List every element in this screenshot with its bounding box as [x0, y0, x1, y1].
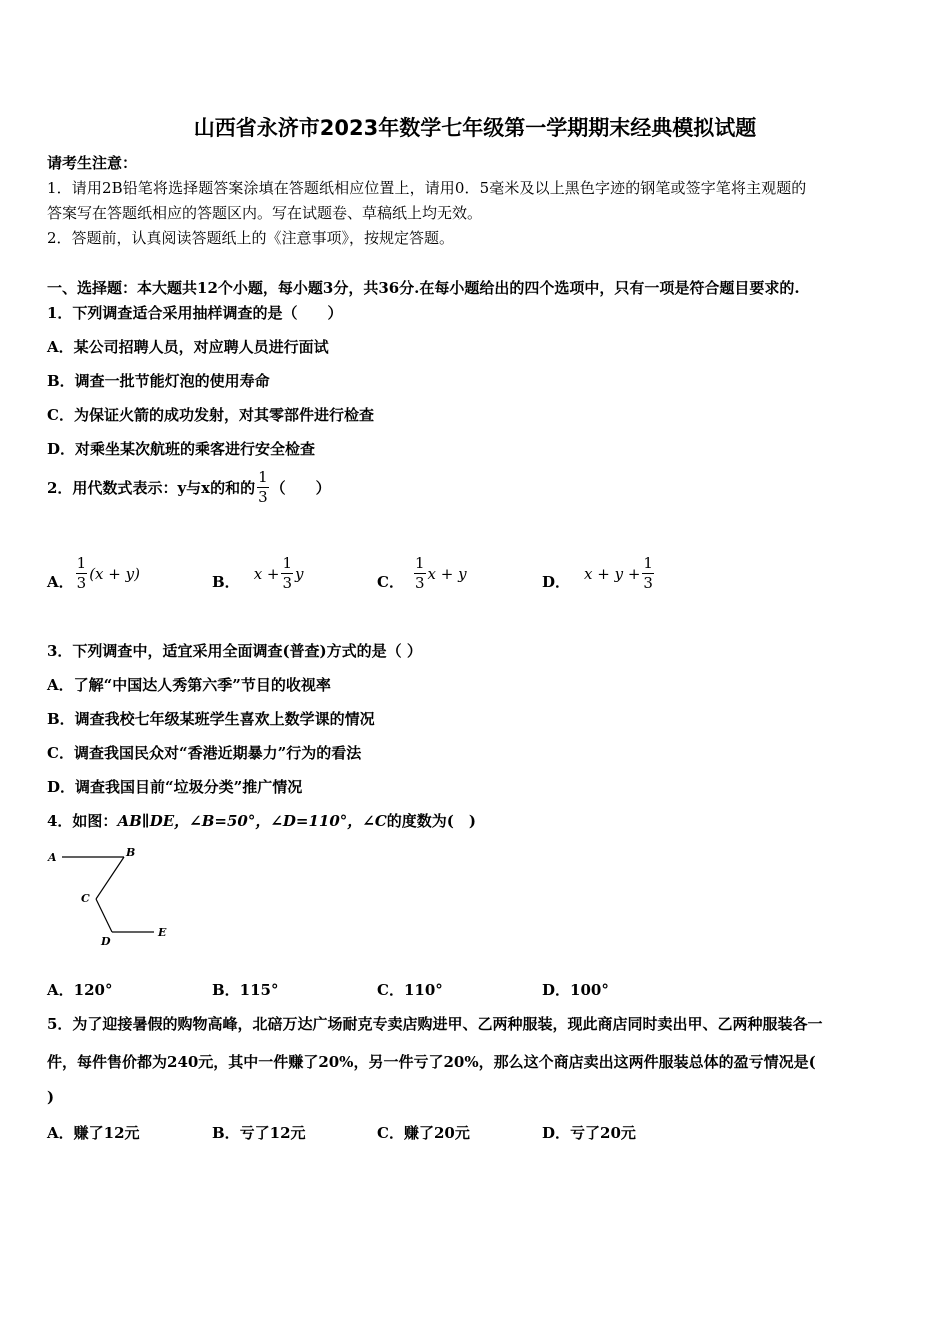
q5-option-b: B．亏了12元: [212, 1124, 306, 1142]
q5-stem-line-1: 5．为了迎接暑假的购物高峰，北碚万达广场耐克专卖店购进甲、乙两种服装，现此商店同时卖出甲、乙两种服装各一: [47, 1015, 823, 1033]
fraction-numerator: 1: [258, 468, 268, 486]
notes-heading: 请考生注意：: [47, 154, 138, 172]
section-1-heading: 一、选择题：本大题共12个小题，每小题3分，共36分.在每小题给出的四个选项中，只有一项是符合题目要求的.: [47, 279, 800, 297]
point-label-d: D: [101, 935, 111, 948]
q2-c-fraction: [414, 556, 426, 591]
q5-stem-line-2: 件，每件售价都为240元，其中一件赚了20%，另一件亏了20%，那么这个商店卖出这两件服装总体的盈亏情况是(: [47, 1053, 816, 1071]
q4-option-d: D．100°: [542, 981, 609, 999]
fraction-numerator: 1: [414, 554, 425, 572]
point-label-c: C: [81, 892, 90, 905]
fraction-denominator: 3: [414, 574, 425, 592]
segment-cd: [96, 899, 112, 932]
page-title: 山西省永济市2023年数学七年级第一学期期末经典模拟试题: [193, 116, 757, 140]
option-label: D．: [542, 573, 571, 591]
q2-option-a: [47, 555, 140, 592]
math-expression: y: [295, 564, 304, 583]
q2-option-c: [377, 555, 467, 592]
q3-option-b: B．调查我校七年级某班学生喜欢上数学课的情况: [47, 710, 375, 728]
q4-option-a: A．120°: [47, 981, 113, 999]
note-1-line-2: 答案写在答题纸相应的答题区内。写在试题卷、草稿纸上均无效。: [47, 204, 483, 222]
option-label: A．: [47, 573, 74, 591]
q4-geometry-figure: [44, 843, 184, 953]
point-label-e: E: [158, 926, 167, 939]
q1-stem: 1．下列调查适合采用抽样调查的是（ ）: [47, 304, 343, 322]
q5-option-c: C．赚了20元: [377, 1124, 470, 1142]
math-expression: (x + y): [89, 564, 140, 583]
math-expression: x +: [253, 564, 280, 583]
fraction-denominator: 3: [76, 574, 87, 592]
fraction-denominator: 3: [282, 574, 293, 592]
q4-option-c: C．110°: [377, 981, 443, 999]
note-1-line-1: 1．请用2B铅笔将选择题答案涂填在答题纸相应位置上，请用0．5毫米及以上黑色字迹的钢笔或签字笔将主观题的: [47, 179, 807, 197]
q2-b-fraction: [281, 556, 293, 591]
point-label-a: A: [48, 851, 57, 864]
q4-stem-suffix: 的度数为( ): [386, 812, 476, 830]
fraction-numerator: 1: [282, 554, 293, 572]
q1-option-a: A．某公司招聘人员，对应聘人员进行面试: [47, 338, 329, 356]
q4-stem-row: [47, 810, 476, 831]
fraction-numerator: 1: [76, 554, 87, 572]
fraction-numerator: 1: [643, 554, 653, 572]
fraction-denominator: 3: [643, 574, 653, 592]
q2-option-d: [542, 555, 656, 592]
q1-option-c: C．为保证火箭的成功发射，对其零部件进行检查: [47, 406, 374, 424]
note-2: 2．答题前，认真阅读答题纸上的《注意事项》，按规定答题。: [47, 229, 455, 247]
q1-option-d: D．对乘坐某次航班的乘客进行安全检查: [47, 440, 316, 458]
q3-option-c: C．调查我国民众对“香港近期暴力”行为的看法: [47, 744, 362, 762]
q2-d-fraction: [642, 556, 654, 591]
q5-stem-line-3: ): [47, 1088, 55, 1106]
q2-paren: （ ）: [270, 479, 331, 497]
math-expression: x + y: [427, 564, 467, 583]
q4-condition: AB∥DE，∠B=50°，∠D=110°，∠C: [117, 812, 387, 830]
point-label-b: B: [126, 846, 136, 859]
math-expression: x + y +: [584, 564, 641, 583]
q4-option-b: B．115°: [212, 981, 279, 999]
segment-bc: [96, 857, 124, 899]
q2-stem: 2．用代数式表示：y与x的和的: [47, 479, 256, 497]
q2-option-b: [212, 555, 304, 592]
option-label: C．: [377, 573, 404, 591]
option-label: B．: [212, 573, 240, 591]
q3-stem: 3．下列调查中，适宜采用全面调查(普查)方式的是（ ）: [47, 642, 422, 660]
q3-option-a: A．了解“中国达人秀第六季”节目的收视率: [47, 676, 331, 694]
q4-stem-prefix: 4．如图：: [47, 812, 118, 830]
q2-fraction: [257, 470, 269, 505]
q2-a-fraction: [76, 556, 88, 591]
q3-option-d: D．调查我国目前“垃圾分类”推广情况: [47, 778, 303, 796]
q2-stem-row: [47, 470, 331, 505]
q5-option-a: A．赚了12元: [47, 1124, 140, 1142]
q1-option-b: B．调查一批节能灯泡的使用寿命: [47, 372, 270, 390]
q5-option-d: D．亏了20元: [542, 1124, 636, 1142]
fraction-denominator: 3: [258, 488, 268, 506]
